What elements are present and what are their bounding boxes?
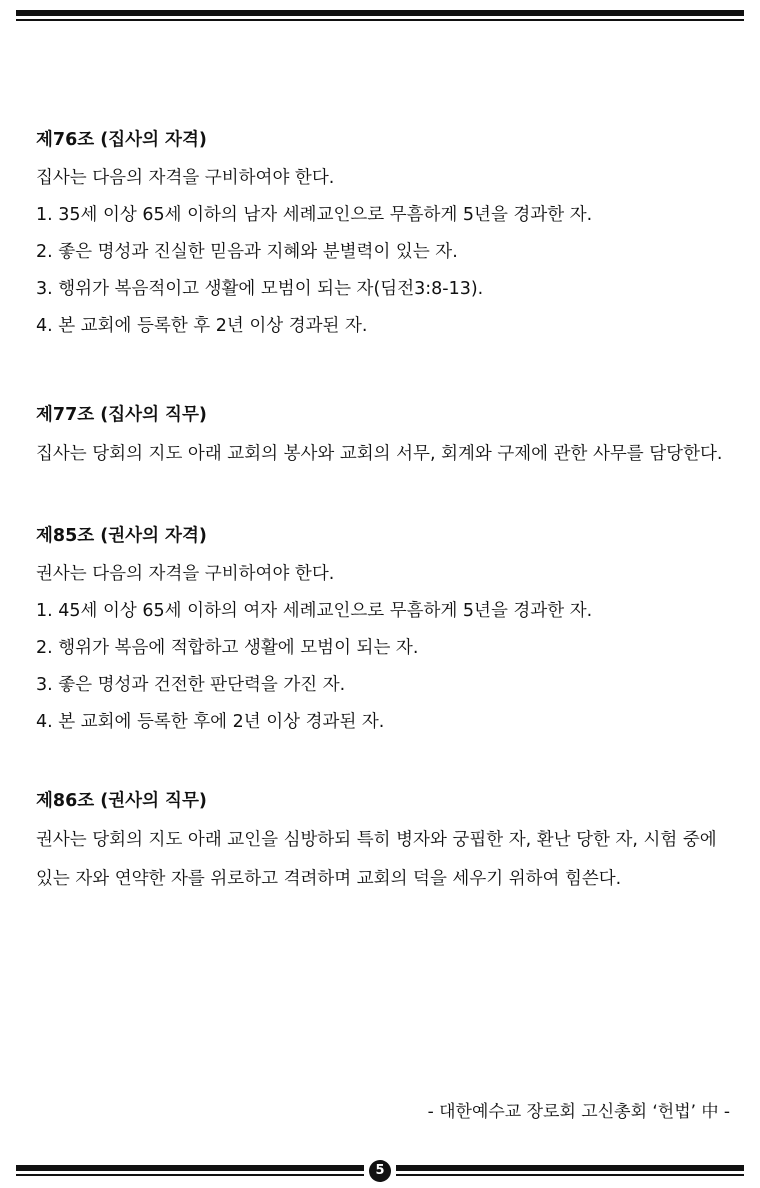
article-77 bbox=[36, 403, 736, 474]
article-line: 2. 행위가 복음에 적합하고 생활에 모범이 되는 자. bbox=[36, 638, 419, 658]
article-title: 제86조 (권사의 직무) bbox=[36, 791, 207, 811]
top-rule-thin bbox=[16, 19, 744, 21]
article-86 bbox=[36, 789, 736, 899]
source-citation: - 대한예수교 장로회 고신총회 ‘헌법’ 中 - bbox=[427, 1102, 730, 1122]
article-paragraph: 권사는 당회의 지도 아래 교인을 심방하되 특히 병자와 궁핍한 자, 환난 당한 자, 시험 중에 있는 자와 연약한 자를 위로하고 격려하며 교회의 덕을 세우기 위하여 힘쓴다. bbox=[36, 830, 717, 889]
article-line: 3. 좋은 명성과 건전한 판단력을 가진 자. bbox=[36, 675, 346, 695]
article-title: 제85조 (권사의 자격) bbox=[36, 526, 207, 546]
article-line: 4. 본 교회에 등록한 후에 2년 이상 경과된 자. bbox=[36, 712, 385, 732]
section-spacer bbox=[36, 474, 736, 524]
bottom-rule-right bbox=[396, 1165, 744, 1171]
article-line: 집사는 다음의 자격을 구비하여야 한다. bbox=[36, 168, 335, 188]
article-76 bbox=[36, 128, 736, 345]
article-title: 제76조 (집사의 자격) bbox=[36, 130, 207, 150]
article-title: 제77조 (집사의 직무) bbox=[36, 405, 207, 425]
article-line: 2. 좋은 명성과 진실한 믿음과 지혜와 분별력이 있는 자. bbox=[36, 242, 458, 262]
page-number: 5 bbox=[369, 1160, 391, 1182]
article-line: 권사는 다음의 자격을 구비하여야 한다. bbox=[36, 564, 335, 584]
section-spacer bbox=[36, 345, 736, 403]
document-body bbox=[36, 128, 736, 899]
bottom-rule-left bbox=[16, 1165, 364, 1171]
top-rule bbox=[16, 10, 744, 16]
article-line: 3. 행위가 복음적이고 생활에 모범이 되는 자(딤전3:8-13). bbox=[36, 279, 484, 299]
bottom-rule-left-thin bbox=[16, 1174, 364, 1176]
article-line: 1. 45세 이상 65세 이하의 여자 세례교인으로 무흠하게 5년을 경과한 자. bbox=[36, 601, 593, 621]
article-line: 1. 35세 이상 65세 이하의 남자 세례교인으로 무흠하게 5년을 경과한 자. bbox=[36, 205, 593, 225]
article-85 bbox=[36, 524, 736, 741]
article-line: 4. 본 교회에 등록한 후 2년 이상 경과된 자. bbox=[36, 316, 368, 336]
article-paragraph: 집사는 당회의 지도 아래 교회의 봉사와 교회의 서무, 회계와 구제에 관한 사무를 담당한다. bbox=[36, 444, 723, 464]
bottom-rule-right-thin bbox=[396, 1174, 744, 1176]
section-spacer bbox=[36, 741, 736, 789]
